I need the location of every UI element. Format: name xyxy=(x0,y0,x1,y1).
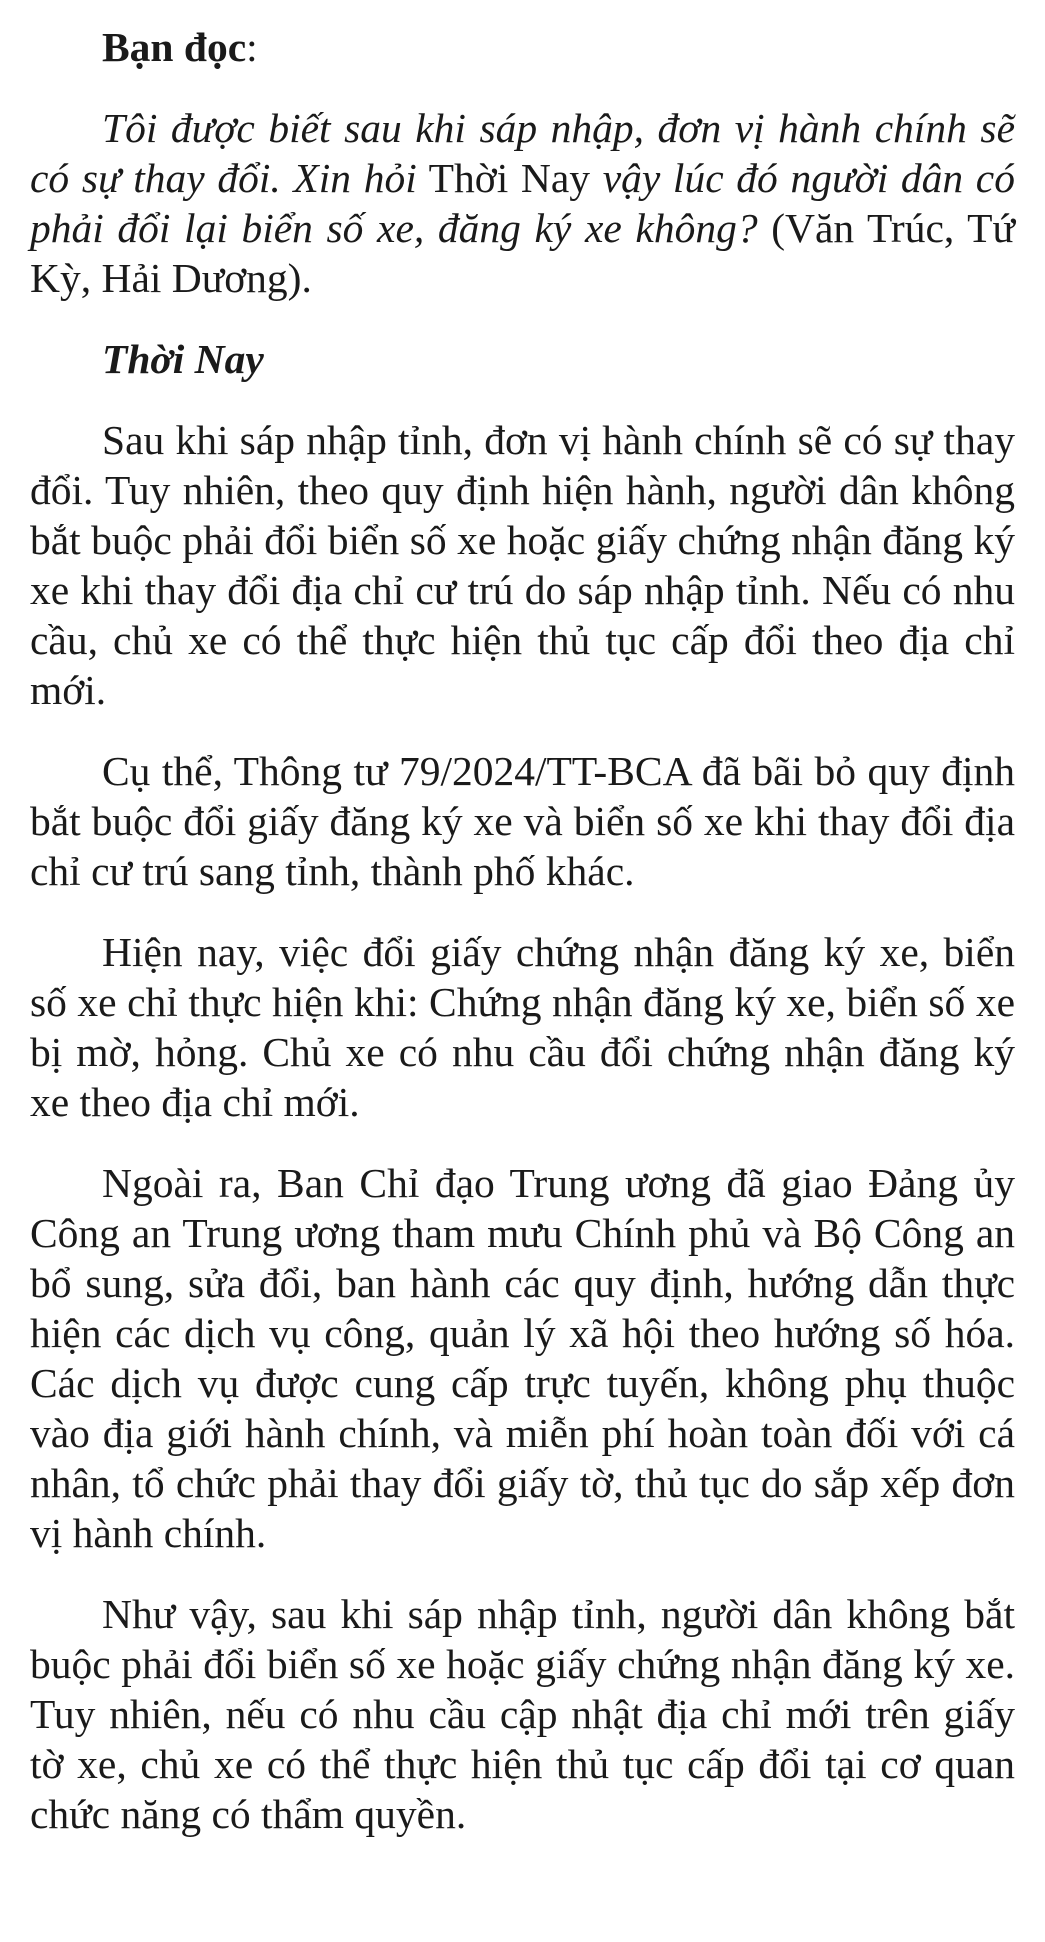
answer-paragraph: Cụ thể, Thông tư 79/2024/TT-BCA đã bãi bỏ quy định bắt buộc đổi giấy đăng ký xe và biển số xe khi thay đổi địa chỉ cư trú sang tỉnh, thành phố khác. xyxy=(30,748,1015,894)
article xyxy=(30,22,1015,1870)
answer-paragraph: Như vậy, sau khi sáp nhập tỉnh, người dân không bắt buộc phải đổi biển số xe hoặc giấy chứng nhận đăng ký xe. Tuy nhiên, nếu có nhu cầu cập nhật địa chỉ mới trên giấy tờ xe, chủ xe có thể thực hiện thủ tục cấp đổi tại cơ quan chức năng có thẩm quyền. xyxy=(30,1591,1015,1837)
question-text-2: vậy lúc đó người dân có phải đổi lại biển số xe, đăng ký xe không? xyxy=(30,155,1015,251)
answer-paragraph: Hiện nay, việc đổi giấy chứng nhận đăng ký xe, biển số xe chỉ thực hiện khi: Chứng nhận đăng ký xe, biển số xe bị mờ, hỏng. Chủ xe có nhu cầu đổi chứng nhận đăng ký xe theo địa chỉ mới. xyxy=(30,929,1015,1125)
question-label-colon: : xyxy=(246,24,258,70)
question-body xyxy=(30,103,1015,303)
question-heading xyxy=(30,22,1015,72)
question-text-1: Tôi được biết sau khi sáp nhập, đơn vị hành chính sẽ có sự thay đổi. Xin hỏi xyxy=(30,105,1015,201)
question-author: (Văn Trúc, Tứ Kỳ, Hải Dương). xyxy=(30,205,1015,301)
answer-paragraph: Sau khi sáp nhập tỉnh, đơn vị hành chính sẽ có sự thay đổi. Tuy nhiên, theo quy định hiện hành, người dân không bắt buộc phải đổi biển số xe hoặc giấy chứng nhận đăng ký xe khi thay đổi địa chỉ cư trú do sáp nhập tỉnh. Nếu có nhu cầu, chủ xe có thể thực hiện thủ tục cấp đổi theo địa chỉ mới. xyxy=(30,417,1015,713)
answer-paragraph: Ngoài ra, Ban Chỉ đạo Trung ương đã giao Đảng ủy Công an Trung ương tham mưu Chính phủ và Bộ Công an bổ sung, sửa đổi, ban hành các quy định, hướng dẫn thực hiện các dịch vụ công, quản lý xã hội theo hướng số hóa. Các dịch vụ được cung cấp trực tuyến, không phụ thuộc vào địa giới hành chính, và miễn phí hoàn toàn đối với cá nhân, tổ chức phải thay đổi giấy tờ, thủ tục do sắp xếp đơn vị hành chính. xyxy=(30,1160,1015,1556)
question-label: Bạn đọc xyxy=(102,24,247,70)
publication-name: Thời Nay xyxy=(428,155,591,201)
answer-heading xyxy=(30,334,1015,384)
answer-label: Thời Nay xyxy=(102,336,264,382)
